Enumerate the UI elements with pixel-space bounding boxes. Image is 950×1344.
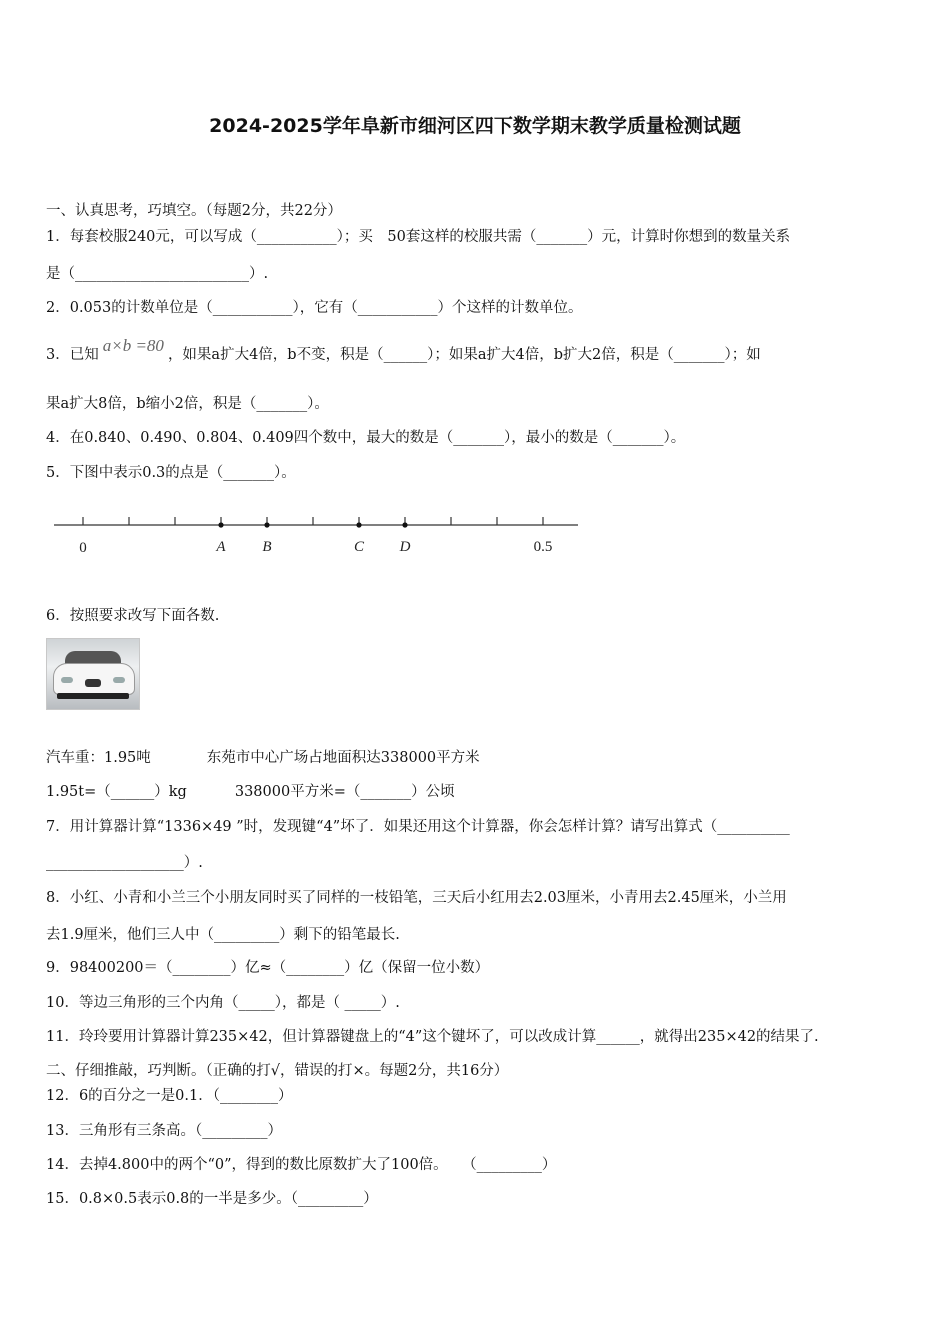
question-14: 14．去掉4.800中的两个“0”，得到的数比原数扩大了100倍。 （_________） xyxy=(46,1157,557,1173)
point-c xyxy=(356,522,361,527)
label-zero: 0 xyxy=(79,540,87,556)
question-1-line-1: 1．每套校服240元，可以写成（___________）；买 50套这样的校服共需（_______）元，计算时你想到的数量关系 xyxy=(46,229,791,245)
question-6-blanks xyxy=(46,782,455,802)
question-7-line-2: ___________________）. xyxy=(46,855,203,871)
question-12: 12．6的百分之一是0.1．（________） xyxy=(46,1088,293,1104)
number-line-ticks xyxy=(83,517,543,525)
car-photo xyxy=(46,638,140,710)
car-grille xyxy=(85,679,101,687)
question-11: 11．玲玲要用计算器计算235×42，但计算器键盘上的“4”这个键坏了，可以改成计算______，就得出235×42的结果了. xyxy=(46,1029,819,1045)
question-9: 9．98400200＝（________）亿≈（________）亿（保留一位小数） xyxy=(46,960,490,976)
page-title: 2024-2025学年阜新市细河区四下数学期末教学质量检测试题 xyxy=(209,115,741,137)
label-b: B xyxy=(262,539,272,555)
question-7-line-1: 7．用计算器计算“1336×49 ”时，发现键“4”坏了．如果还用这个计算器，你会怎样计算？请写出算式（__________ xyxy=(46,819,790,835)
question-3-formula: a×b =80 xyxy=(102,336,164,355)
car-headlight-left xyxy=(61,677,73,683)
car-headlight-right xyxy=(113,677,125,683)
square-area-text: 东苑市中心广场占地面积达338000平方米 xyxy=(206,750,480,766)
car-bumper xyxy=(57,693,129,699)
point-b xyxy=(264,522,269,527)
question-2: 2．0.053的计数单位是（___________），它有（___________）个这样的计数单位。 xyxy=(46,300,583,316)
car-weight-text: 汽车重：1.95吨 xyxy=(46,750,151,766)
question-10: 10．等边三角形的三个内角（_____），都是（ _____）. xyxy=(46,995,400,1011)
question-3-line-1 xyxy=(46,336,761,365)
point-d xyxy=(402,522,407,527)
question-4: 4．在0.840、0.490、0.804、0.409四个数中，最大的数是（_______），最小的数是（_______）。 xyxy=(46,430,686,446)
square-area-blank: 338000平方米=（_______）公顷 xyxy=(234,784,455,800)
question-8-line-2: 去1.9厘米，他们三人中（_________）剩下的铅笔最长. xyxy=(46,927,400,943)
question-15: 15．0.8×0.5表示0.8的一半是多少。（_________） xyxy=(46,1191,378,1207)
car-weight-blank: 1.95t=（______）kg xyxy=(46,784,187,800)
question-3-text: ，如果a扩大4倍，b不变，积是（______）；如果a扩大4倍，b扩大2倍，积是（_______）；如 xyxy=(167,347,761,363)
question-5: 5．下图中表示0.3的点是（_______）。 xyxy=(46,465,296,481)
label-a: A xyxy=(216,539,226,555)
question-6-info xyxy=(46,748,480,768)
question-3-line-2: 果a扩大8倍，b缩小2倍，积是（_______）。 xyxy=(46,396,329,412)
label-end: 0.5 xyxy=(533,539,553,555)
section-heading-1: 一、认真思考，巧填空。（每题2分，共22分） xyxy=(46,203,342,219)
question-6: 6．按照要求改写下面各数. xyxy=(46,608,220,624)
section-heading-2: 二、仔细推敲，巧判断。（正确的打√，错误的打×。每题2分，共16分） xyxy=(46,1063,509,1079)
question-1-line-2: 是（________________________）. xyxy=(46,266,269,282)
label-c: C xyxy=(353,539,365,555)
point-a xyxy=(218,522,223,527)
question-3-prefix: 3．已知 xyxy=(46,347,99,363)
number-line-figure xyxy=(46,505,586,565)
question-8-line-1: 8．小红、小青和小兰三个小朋友同时买了同样的一枝铅笔，三天后小红用去2.03厘米，小青用去2.45厘米，小兰用 xyxy=(46,890,787,906)
question-13: 13．三角形有三条高。（_________） xyxy=(46,1123,282,1139)
label-d: D xyxy=(399,539,411,555)
